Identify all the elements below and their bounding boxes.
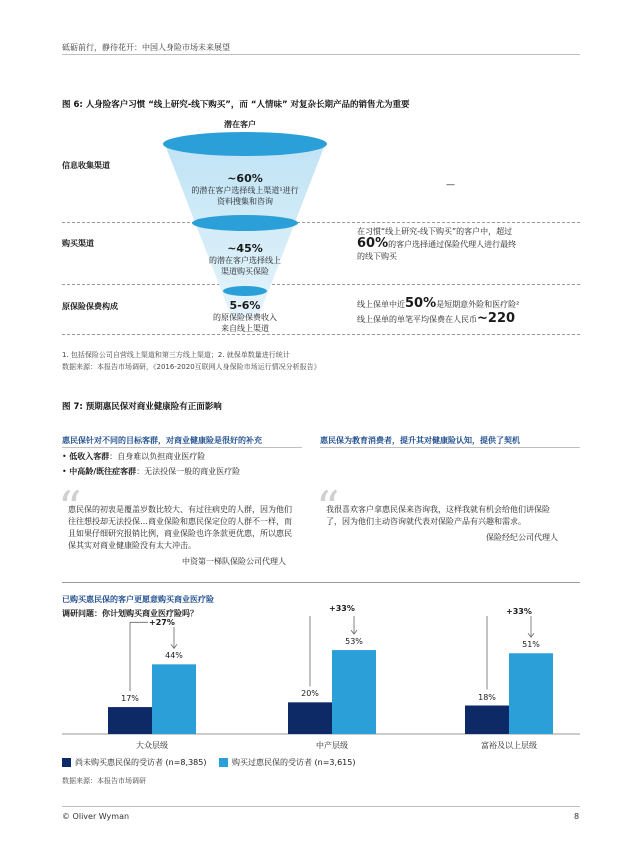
premium-insight (357, 298, 582, 326)
category-label-2: 富裕及以上层级 (481, 741, 537, 750)
chart-heading: 已购买惠民保的客户更愿意购买商业医疗险 (62, 595, 214, 604)
info-row-dash: — (446, 180, 455, 190)
right-quote: 我很喜欢客户拿惠民保来咨询我，这样我就有机会给他们讲保险了，因为他们主动咨询就代表对保险产品有兴趣和需求。 (326, 505, 550, 526)
chart-divider (62, 582, 580, 583)
funnel-stage-3 (165, 299, 325, 334)
bullet-2: • 中高龄/既往症客群：无法投保一般的商业医疗险 (62, 467, 241, 476)
row-label-info: 信息收集渠道 (62, 161, 110, 170)
increase-label-0: +27% (149, 618, 175, 628)
purchase-insight (357, 226, 582, 263)
footer-divider (62, 806, 580, 807)
left-quote-mark-icon: “ (58, 481, 82, 535)
funnel-stage-3-text1: 的原保险保费收入 (213, 313, 277, 322)
fig7-source: 数据来源：本报告市场调研 (62, 777, 146, 785)
left-quote-attribution: 中资第一梯队保险公司代理人 (182, 557, 286, 566)
funnel-stage-1-value: ~60% (227, 172, 263, 185)
premium-insight-b-pre: 线上保单的单笔平均保费在人民币 (357, 315, 477, 324)
fig6-footnote: 1. 包括保险公司自营线上渠道和第三方线上渠道；2. 就保单数量进行统计 (62, 351, 290, 359)
header-divider (62, 54, 580, 55)
purchase-insight-line1: 在习惯“线上研究-线下购买”的客户中，超过 (357, 227, 513, 236)
increase-label-1: +33% (329, 604, 355, 614)
funnel-stage-3-text2: 来自线上渠道 (221, 324, 269, 333)
bar-value-label-0-2: 18% (478, 692, 496, 702)
legend-label-purchased: 购买过惠民保的受访者 (n=3,615) (232, 758, 356, 767)
category-label-1: 中产层级 (316, 741, 348, 750)
bullet-2-text: ：无法投保一般的商业医疗险 (136, 467, 241, 476)
footer-copyright: © Oliver Wyman (62, 812, 130, 821)
row-label-premium: 原保险保费构成 (62, 302, 118, 311)
premium-insight-a-value: 50% (405, 296, 437, 311)
purchase-insight-line2: 的客户选择通过保险代理人进行最终 (388, 240, 517, 249)
fig7-title: 图 7: 预期惠民保对商业健康险有正面影响 (62, 402, 222, 412)
funnel-stage-3-value: 5-6% (229, 299, 261, 312)
right-quote-attribution: 保险经纪公司代理人 (486, 533, 558, 542)
legend-swatch-not-purchased (62, 758, 71, 767)
funnel-stage-2-text1: 的潜在客户选择线上 (209, 256, 281, 265)
premium-insight-b-value: ~220 (477, 311, 516, 326)
funnel-stage-2-value: ~45% (227, 242, 263, 255)
right-heading-underline (320, 447, 580, 448)
purchase-insight-value: 60% (357, 236, 389, 251)
bar-value-label-1-0: 44% (165, 651, 183, 661)
bar-value-label-0-0: 17% (121, 694, 139, 704)
funnel-stage-2 (165, 242, 325, 277)
bullet-1: • 低收入客群：自身难以负担商业医疗险 (62, 452, 206, 461)
purchase-insight-line3: 的线下购买 (357, 252, 397, 261)
funnel-stage-1-text2: 资料搜集和咨询 (217, 197, 273, 206)
fig7-left-heading: 惠民保针对不同的目标客群，对商业健康险是很好的补充 (62, 436, 262, 445)
funnel-top-label: 潜在客户 (224, 120, 256, 129)
funnel-stage-1 (165, 172, 325, 207)
funnel-stage-1-text1: 的潜在客户选择线上渠道¹进行 (191, 186, 299, 195)
row-label-purchase: 购买渠道 (62, 239, 94, 248)
bullet-2-bold: 中高龄/既往症客群 (69, 467, 137, 476)
category-label-0: 大众层级 (136, 741, 168, 750)
left-heading-underline (62, 447, 302, 448)
funnel-stage-2-text2: 渠道购买保险 (221, 267, 269, 276)
left-quote: 惠民保的初衷是覆盖岁数比较大、有过往病史的人群，因为他们往往想投却无法投保…商业保险和惠民保定位的人群不一样，而且如果仔细研究报销比例，商业保险也许条款更优惠，所以惠民保其实对商业健康险没有太大冲击。 (68, 505, 292, 550)
right-quote-mark-icon: “ (316, 481, 340, 535)
report-header: 砥砺前行，静待花开：中国人身险市场未来展望 (62, 43, 230, 52)
bullet-1-text: ：自身难以负担商业医疗险 (109, 452, 206, 461)
fig7-right-heading: 惠民保为教育消费者，提升其对健康险认知，提供了契机 (320, 436, 520, 445)
fig6-title: 图 6: 人身险客户习惯 “线上研究-线下购买”，而 “人情味” 对复杂长期产品的销售尤为重要 (62, 100, 410, 110)
increase-label-2: +33% (506, 607, 532, 617)
legend-swatch-purchased (219, 758, 228, 767)
fig6-source: 数据来源：本报告市场调研，《2016-2020互联网人身保险市场运行情况分析报告》 (62, 363, 321, 371)
premium-insight-a-pre: 线上保单中近 (357, 300, 405, 309)
bar-value-label-1-1: 53% (345, 637, 363, 647)
legend-label-not-purchased: 尚未购买惠民保的受访者 (n=8,385) (75, 758, 207, 767)
page-number: 8 (574, 812, 580, 821)
bullet-1-bold: 低收入客群 (69, 452, 110, 461)
bar-value-label-1-2: 51% (522, 640, 540, 650)
premium-insight-a-post: 是短期意外险和医疗险² (436, 300, 520, 309)
bar-value-label-0-1: 20% (301, 689, 319, 699)
survey-question-text: 调研问题：你计划购买商业医疗险吗？ (62, 609, 198, 618)
